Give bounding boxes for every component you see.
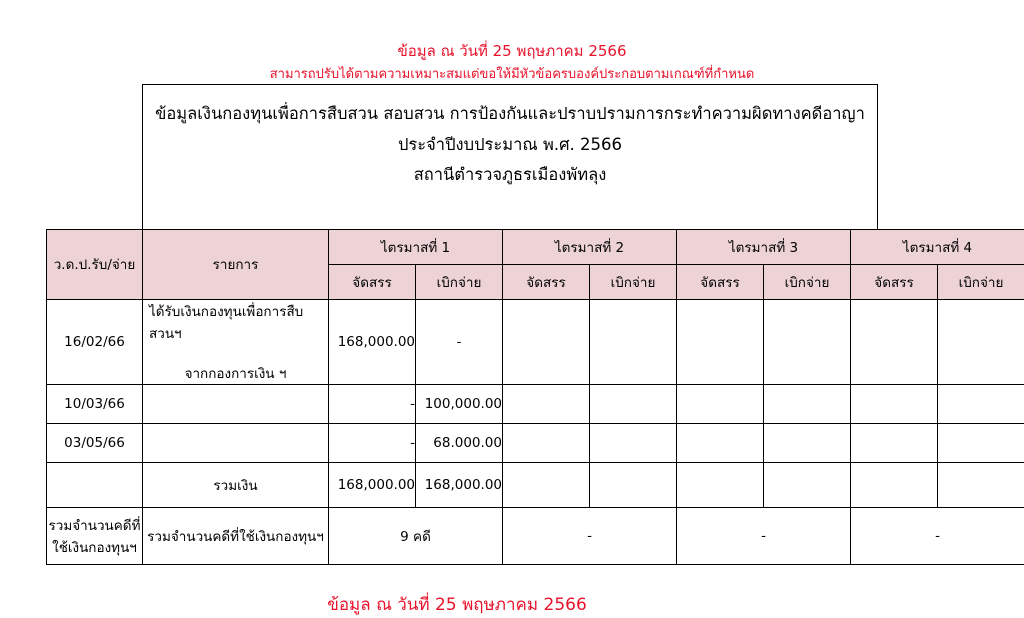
- total-q3-disbursed: [764, 462, 851, 507]
- table-row: [47, 299, 1024, 384]
- total-q3-allocated: [677, 462, 764, 507]
- row-q3-disbursed: [764, 299, 851, 384]
- note-subtitle: สามารถปรับได้ตามความเหมาะสมแต่ขอให้มีหัวข้อครบองค์ประกอบตามเกณฑ์ที่กำหนด: [0, 65, 1024, 85]
- row-item-line-1: ได้รับเงินกองทุนเพื่อการสืบสวนฯ: [143, 300, 328, 344]
- row-q1-allocated: -: [329, 423, 416, 462]
- row-q4-disbursed: [938, 423, 1024, 462]
- total-q2-allocated: [503, 462, 590, 507]
- row-q1-allocated: 168,000.00: [329, 299, 416, 384]
- row-item: [143, 299, 329, 384]
- row-q3-allocated: [677, 384, 764, 423]
- note-top: ข้อมูล ณ วันที่ 25 พฤษภาคม 2566: [0, 0, 1024, 63]
- row-item-line-2: จากกองการเงิน ฯ: [143, 344, 328, 384]
- row-q4-disbursed: [938, 384, 1024, 423]
- cases-q4: -: [851, 507, 1024, 564]
- header-q4-allocated: จัดสรร: [851, 264, 938, 299]
- row-q4-allocated: [851, 423, 938, 462]
- total-q1-disbursed: 168,000.00: [416, 462, 503, 507]
- row-q2-allocated: [503, 423, 590, 462]
- total-q4-allocated: [851, 462, 938, 507]
- row-q3-allocated: [677, 423, 764, 462]
- cases-row: [47, 507, 1024, 564]
- row-q3-allocated: [677, 299, 764, 384]
- header-quarter-1: ไตรมาสที่ 1: [329, 229, 503, 264]
- header-q3-allocated: จัดสรร: [677, 264, 764, 299]
- row-q3-disbursed: [764, 384, 851, 423]
- total-q1-allocated: 168,000.00: [329, 462, 416, 507]
- row-q2-allocated: [503, 299, 590, 384]
- row-q2-disbursed: [590, 384, 677, 423]
- header-q2-disbursed: เบิกจ่าย: [590, 264, 677, 299]
- row-item: [143, 384, 329, 423]
- header-date: ว.ด.ป.รับ/จ่าย: [47, 229, 143, 299]
- row-q4-allocated: [851, 384, 938, 423]
- header-q2-allocated: จัดสรร: [503, 264, 590, 299]
- row-date: 16/02/66: [47, 299, 143, 384]
- table-row: [47, 384, 1024, 423]
- row-q4-disbursed: [938, 299, 1024, 384]
- title-box: [142, 84, 878, 207]
- cases-q2: -: [503, 507, 677, 564]
- header-q4-disbursed: เบิกจ่าย: [938, 264, 1024, 299]
- cases-item: รวมจำนวนคดีที่ใช้เงินกองทุนฯ: [143, 507, 329, 564]
- fund-table: [46, 229, 1024, 565]
- note-bottom: ข้อมูล ณ วันที่ 25 พฤษภาคม 2566: [0, 591, 978, 618]
- title-box-spacer: [142, 207, 878, 229]
- header-quarter-4: ไตรมาสที่ 4: [851, 229, 1024, 264]
- cases-label-line-1: รวมจำนวนคดีที่: [49, 518, 141, 534]
- row-date: 10/03/66: [47, 384, 143, 423]
- header-quarter-2: ไตรมาสที่ 2: [503, 229, 677, 264]
- title-line-1: ข้อมูลเงินกองทุนเพื่อการสืบสวน สอบสวน การป้องกันและปราบปรามการกระทำความผิดทางคดีอาญา: [153, 99, 867, 130]
- row-q2-disbursed: [590, 299, 677, 384]
- document-body: [46, 84, 978, 618]
- total-row: [47, 462, 1024, 507]
- row-q1-allocated: -: [329, 384, 416, 423]
- row-q2-disbursed: [590, 423, 677, 462]
- cases-label-line-2: ใช้เงินกองทุนฯ: [52, 540, 137, 556]
- title-line-3: สถานีตำรวจภูธรเมืองพัทลุง: [153, 160, 867, 191]
- row-q2-allocated: [503, 384, 590, 423]
- title-line-2: ประจำปีงบประมาณ พ.ศ. 2566: [153, 130, 867, 161]
- row-item: [143, 423, 329, 462]
- cases-q1: 9 คดี: [329, 507, 503, 564]
- total-label: รวมเงิน: [143, 462, 329, 507]
- row-q4-allocated: [851, 299, 938, 384]
- header-q3-disbursed: เบิกจ่าย: [764, 264, 851, 299]
- row-q3-disbursed: [764, 423, 851, 462]
- header-quarter-3: ไตรมาสที่ 3: [677, 229, 851, 264]
- row-q1-disbursed: -: [416, 299, 503, 384]
- row-q1-disbursed: 100,000.00: [416, 384, 503, 423]
- row-date: 03/05/66: [47, 423, 143, 462]
- header-item: รายการ: [143, 229, 329, 299]
- table-row: [47, 423, 1024, 462]
- total-q4-disbursed: [938, 462, 1024, 507]
- cases-label: [47, 507, 143, 564]
- row-q1-disbursed: 68.000.00: [416, 423, 503, 462]
- cases-q3: -: [677, 507, 851, 564]
- total-q2-disbursed: [590, 462, 677, 507]
- header-q1-disbursed: เบิกจ่าย: [416, 264, 503, 299]
- total-date: [47, 462, 143, 507]
- header-q1-allocated: จัดสรร: [329, 264, 416, 299]
